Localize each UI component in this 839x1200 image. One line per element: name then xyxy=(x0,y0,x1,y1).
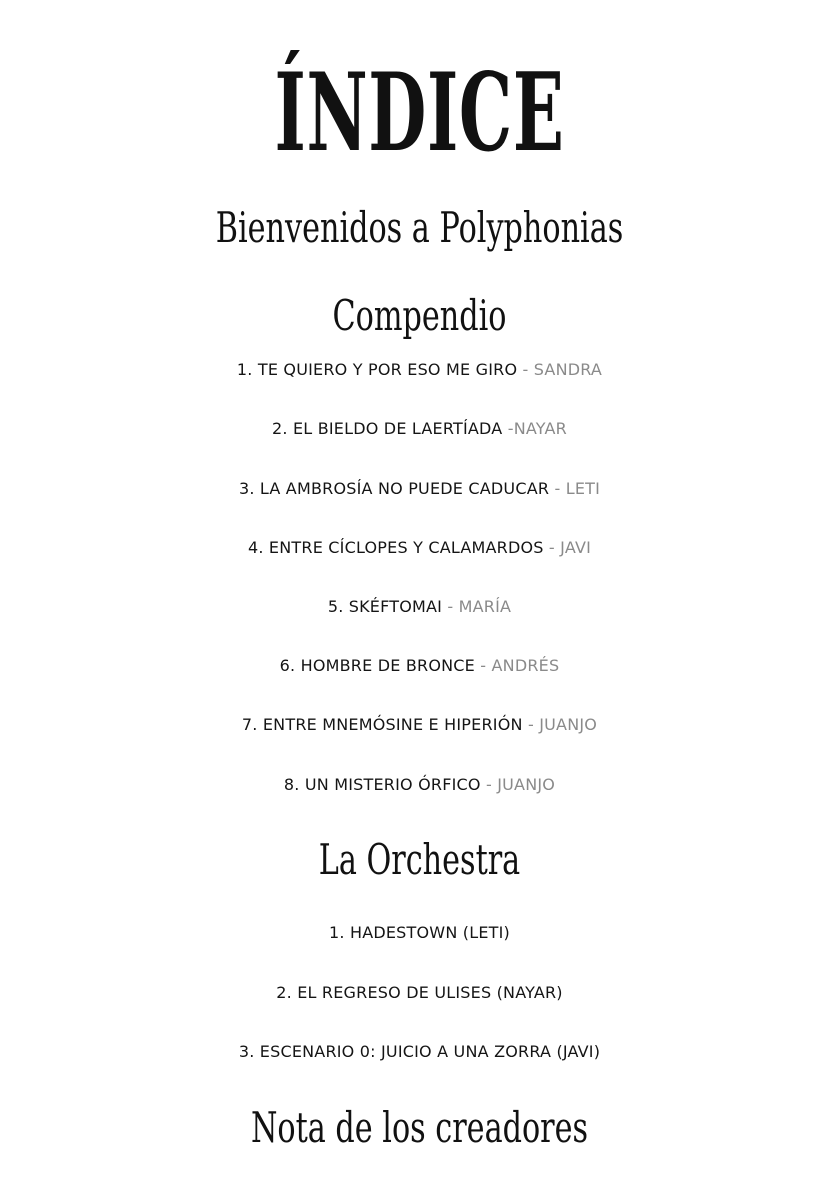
item-title: 7. ENTRE MNEMÓSINE E HIPERIÓN xyxy=(241,715,523,734)
list-item xyxy=(0,922,839,944)
item-title: 3. LA AMBROSÍA NO PUEDE CADUCAR xyxy=(238,479,550,498)
item-title: 3. ESCENARIO 0: JUICIO A UNA ZORRA (JAVI) xyxy=(238,1042,601,1061)
section-heading-nota: Nota de los creadores xyxy=(250,1103,589,1152)
list-item xyxy=(0,418,839,440)
item-title: 4. ENTRE CÍCLOPES Y CALAMARDOS xyxy=(247,538,544,557)
list-item xyxy=(0,596,839,618)
item-author: - JAVI xyxy=(543,538,592,557)
list-item xyxy=(0,774,839,796)
list-item xyxy=(0,714,839,736)
item-title: 5. SKÉFTOMAI xyxy=(327,597,443,616)
item-title: 2. EL REGRESO DE ULISES (NAYAR) xyxy=(276,983,563,1002)
item-author: - JUANJO xyxy=(522,715,598,734)
list-item xyxy=(0,478,839,500)
list-item xyxy=(0,359,839,381)
list-item xyxy=(0,1041,839,1063)
item-author: - ANDRÉS xyxy=(474,656,560,675)
page-header xyxy=(0,0,839,180)
item-title: 1. TE QUIERO Y POR ESO ME GIRO xyxy=(236,360,518,379)
page-title: ÍNDICE xyxy=(274,50,565,176)
item-author: - LETI xyxy=(549,479,601,498)
item-title: 6. HOMBRE DE BRONCE xyxy=(279,656,475,675)
item-title: 2. EL BIELDO DE LAERTÍADA xyxy=(272,419,503,438)
list-item xyxy=(0,655,839,677)
list-item xyxy=(0,537,839,559)
item-title: 8. UN MISTERIO ÓRFICO xyxy=(283,775,481,794)
item-author: -NAYAR xyxy=(502,419,567,438)
list-item xyxy=(0,982,839,1004)
item-author: - SANDRA xyxy=(517,360,603,379)
section-heading-compendio: Compendio xyxy=(332,291,507,340)
item-title: 1. HADESTOWN (LETI) xyxy=(329,923,510,942)
section-heading-orchestra: La Orchestra xyxy=(318,835,521,884)
welcome-heading: Bienvenidos a Polyphonias xyxy=(215,203,624,252)
item-author: - JUANJO xyxy=(480,775,556,794)
item-author: - MARÍA xyxy=(442,597,512,616)
